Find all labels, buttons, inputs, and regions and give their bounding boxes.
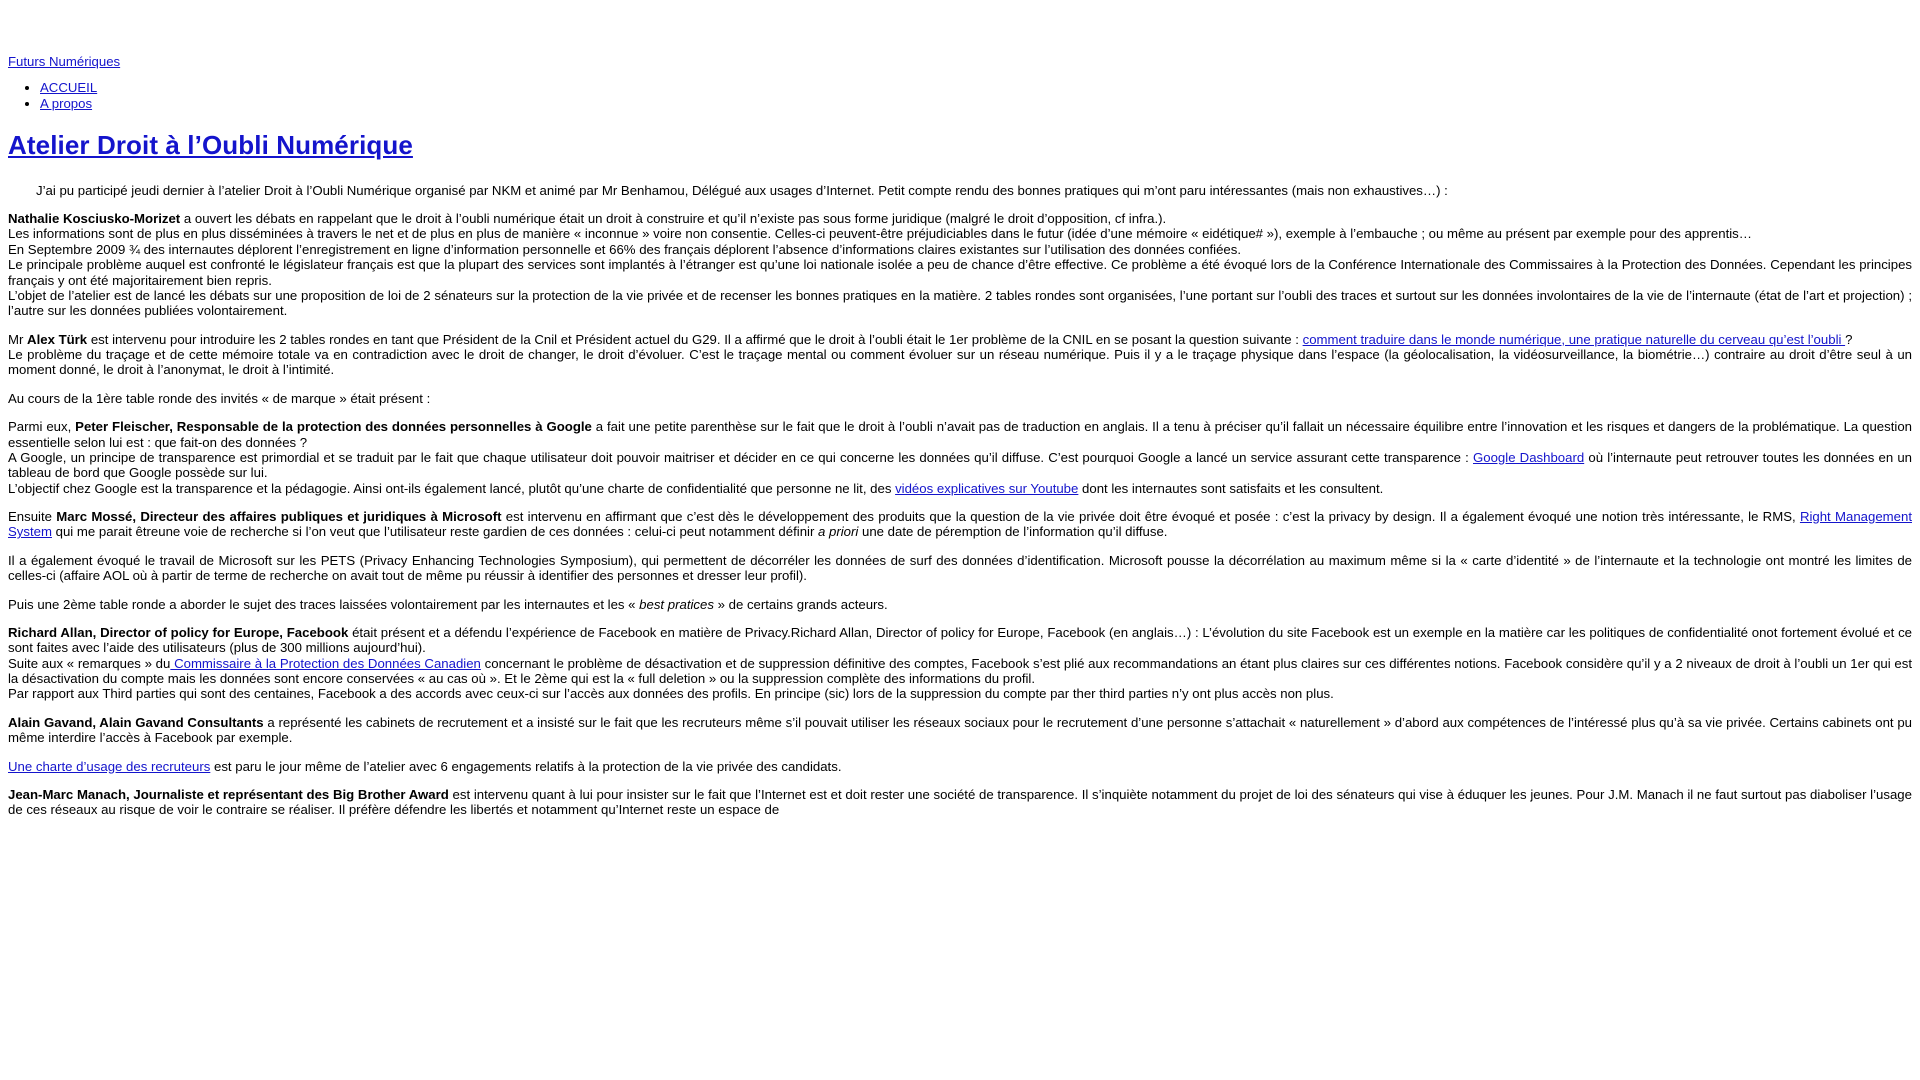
speaker-name-gavand: Alain Gavand, Alain Gavand Consultants [8, 714, 264, 730]
nav-item-a-propos [40, 96, 1912, 112]
table2-text-a: Puis une 2ème table ronde a aborder le sujet des traces laissées volontairement par les internautes et les « [8, 596, 640, 612]
paragraph-nkm-line2: Les informations sont de plus en plus disséminées à travers le net et de plus en plus de manière « inconnue » voire non consentie. Celles-ci peuvent-être préjudiciables dans le futur (idée d’une mémoire « eidétique# »), exemple à l’embauche ; ou même au présent par exemple pour des apprentis… [8, 226, 1752, 242]
fleischer-prefix: Parmi eux, [8, 419, 76, 435]
paragraph-mosse-text3: une date de péremption de l’information qu’il diffuse. [858, 524, 1168, 540]
speaker-name-allan: Richard Allan, Director of policy for Europe, Facebook [8, 624, 349, 640]
speaker-name-mosse: Marc Mossé, Directeur des affaires publiques et juridiques à Microsoft [56, 509, 502, 525]
paragraph-manach-text: est intervenu quant à lui pour insister sur le fait que l’Internet est et doit rester une société de transparence. Il s’inquiète notamment du projet de loi des sénateurs qui vise à éduquer les jeunes. Pour J.M. Manach il ne faut surtout pas diaboliser l’usage de ces réseaux au risque de voir le contraire se réaliser. Il préfère défendre les libertés et notamment qu’Internet reste un espace de [8, 786, 1912, 818]
paragraph-nkm-opening-text: a ouvert les débats en rappelant que le droit à l’oubli numérique était un droit à construire et qu’il n’existe pas sous forme juridique (malgré le droit d’opposition, cf infra.). [180, 211, 1167, 227]
nav-link-a-propos[interactable]: A propos [40, 95, 93, 111]
paragraph-nkm-opening [8, 211, 1912, 226]
paragraph-microsoft-pets: Il a également évoqué le travail de Microsoft sur les PETS (Privacy Enhancing Technologies Symposium), qui permettent de décorréler les données de surf des données d’identification. Microsoft pousse la décorrélation au maximum même si la « carte d’identité » de l’internaute et la technologie ont montré les limites de celles-ci (affaire AOL où à partir de terme de recherche on avait tout de même pu réussir à identifier des personnes et dresser leur profil). [8, 552, 1912, 584]
page-title [8, 131, 1912, 161]
post-title-text[interactable]: Atelier Droit à l’Oubli Numérique [8, 129, 413, 160]
link-commissaire-canadien[interactable]: Commissaire à la Protection des Données Canadien [170, 655, 481, 671]
google-transparence-text-b: où l’internaute peut retrouver toutes les données en un tableau de bord que Google possède sur lui. [8, 449, 1912, 481]
paragraph-gavand-text: a représenté les cabinets de recrutement et a insisté sur le fait que les recruteurs même s’il pouvait utiliser les réseaux sociaux pour le recrutement d’une personne s’attachait « naturellement » d’abord aux compétences de l’intéressé plus qu’à sa vie privée. Certains cabinets ont pu même interdire l’accès à Facebook par exemple. [8, 714, 1912, 746]
main-navigation [8, 80, 1912, 112]
charte-recruteurs-text: est paru le jour même de l’atelier avec 6 engagements relatifs à la protection de la vie privée des candidats. [210, 758, 842, 774]
paragraph-charte-recruteurs [8, 759, 1912, 774]
paragraph-turk-line2: Le problème du traçage et de cette mémoire totale va en contradiction avec le droit de changer, le droit d’évoluer. C’est le traçage mental ou comment évoluer sur un réseau numérique. Puis il y a le traçage physique dans l’espace (la géolocalisation, la vidéosurveillance, la biométrie…) contraire au droit d’être seul à un moment donné, le droit à l’anonymat, le droit à l’intimité. [8, 347, 1912, 378]
paragraph-google-pedagogie [8, 481, 1912, 496]
table2-text-b: » de certains grands acteurs. [713, 596, 888, 612]
nav-item-accueil [40, 80, 1912, 96]
allan-line2-text-b: concernant le problème de désactivation et de suppression définitive des comptes, Facebook s’est plié aux recommandations an étant plus claires sur ces différentes notions. Facebook considère qu’il y a 2 niveaux de droit à l’oubli un 1er qui est la désactivation du compte mais les données sont encore conservées « au cas où ». Et le 2ème qui est la « full deletion » ou la suppression complète des informations du profil. [8, 655, 1912, 687]
paragraph-nkm-line5: L’objet de l’atelier est de lancé les débats sur une proposition de loi de 2 sénateurs sur la protection de la vie privée et de recenser les bonnes pratiques en la matière. 2 tables rondes sont organisées, l’une portant sur l’oubli des traces et surtout sur les données involontaires de la vie de l’internaute (état de l’art et projection) ; l’autre sur les données publiées volontairement. [8, 287, 1912, 319]
paragraph-mosse-opening [8, 509, 1912, 540]
link-google-dashboard[interactable]: Google Dashboard [1473, 449, 1585, 465]
mosse-italic-a-priori: a priori [818, 524, 859, 540]
mosse-prefix: Ensuite [8, 509, 57, 525]
paragraph-turk-text: est intervenu pour introduire les 2 tables rondes en tant que Président de la Cnil et Président actuel du G29. Il a affirmé que le droit à l’oubli était le 1er problème de la CNIL en se posant la question suivante : [87, 331, 1303, 347]
link-videos-youtube[interactable]: vidéos explicatives sur Youtube [895, 480, 1079, 496]
speaker-name-manach: Jean-Marc Manach, Journaliste et représentant des Big Brother Award [8, 786, 449, 802]
paragraph-manach-opening [8, 787, 1912, 818]
turk-prefix: Mr [8, 331, 28, 347]
paragraph-nkm-line3: En Septembre 2009 ¾ des internautes déplorent l’enregistrement en ligne d’information personnelle et 66% des français déplorent l’absence d’informations claires existantes sur l’utilisation des données confiées. [8, 241, 1242, 257]
google-pedagogie-text-b: dont les internautes sont satisfaits et les consultent. [1078, 480, 1384, 496]
link-right-management-system[interactable]: Right Management System [8, 509, 1912, 540]
site-header [8, 0, 1912, 70]
speaker-name-turk: Alex Türk [27, 331, 88, 347]
paragraph-table2-intro [8, 597, 1912, 612]
allan-line2-text-a: Suite aux « remarques » du [8, 655, 171, 671]
paragraph-gavand-opening [8, 715, 1912, 746]
paragraph-mosse-text1: est intervenu en affirmant que c’est dès le développement des produits que la question de la vie privée doit être évoqué et posée : c’est la privacy by design. Il a également évoqué une notion très intéressante, le RMS, [501, 509, 1800, 525]
speaker-name-nkm: Nathalie Kosciusko-Morizet [8, 211, 181, 227]
paragraph-turk-opening [8, 332, 1912, 347]
paragraph-allan-line3: Par rapport aux Third parties qui sont des centaines, Facebook a des accords avec ceux-ci sur l’accès aux données des profils. En principe (sic) lors de la suppression du compte par ther third parties n’y ont plus accès non plus. [8, 686, 1334, 702]
paragraph-table1-intro: Au cours de la 1ère table ronde des invités « de marque » était présent : [8, 390, 431, 406]
paragraph-nkm-line4: Le principale problème auquel est confronté le législateur français est que la plupart des services sont implantés à l’étranger est qu’une loi nationale isolée a peu de chance d’être effective. Ce problème a été évoqué lors de la Conférence Internationale des Commissaires à la Protection des Données. Cependant les principes français y ont été majoritairement bien repris. [8, 257, 1912, 288]
turk-question-mark: ? [1845, 331, 1853, 347]
paragraph-allan-line2 [8, 656, 1912, 687]
paragraph-mosse-text2: qui me parait êtreune voie de recherche si l’on veut que l’utilisateur reste gardien de ces données : celui-ci peut notamment définir [51, 524, 819, 540]
google-transparence-text-a: A Google, un principe de transparence est primordial et se traduit par le fait que chaque utilisateur doit pouvoir maitriser et décider en ce qui concerne les données qu’il diffuse. C’est pourquoi Google a lancé un service assurant cette transparence : [8, 449, 1473, 465]
google-pedagogie-text-a: L’objectif chez Google est la transparence et la pédagogie. Ainsi ont-ils également lancé, plutôt qu’une charte de confidentialité que personne ne lit, des [8, 480, 896, 496]
paragraph-fleischer-text: a fait une petite parenthèse sur le fait que le droit à l’oubli n’avait pas de traduction en anglais. Il a tenu à préciser qu’il fallait un nécessaire équilibre entre l’innovation et les risques et dangers de la problématique. La question essentielle selon lui est : que fait-on des données ? [8, 419, 1912, 450]
link-charte-usage-recruteurs[interactable]: Une charte d’usage des recruteurs [8, 758, 211, 774]
speaker-name-fleischer: Peter Fleischer, Responsable de la protection des données personnelles à Google [75, 419, 592, 435]
paragraph-allan-opening [8, 625, 1912, 656]
paragraph-allan-text: était présent et a défendu l’expérience de Facebook en matière de Privacy.Richard Allan, Director of policy for Europe, Facebook (en anglais…) : L’évolution du site Facebook est un exemple en la matière car les politiques de confidentialité onot fortement évolué et ce sont faites avec l’aide des utilisateurs (plus de 300 millions aujourd’hui). [8, 624, 1912, 656]
table2-italic-best-pratices: best pratices [639, 596, 714, 612]
nav-link-accueil[interactable]: ACCUEIL [40, 79, 98, 95]
link-oubli-cerveau[interactable]: comment traduire dans le monde numérique, une pratique naturelle du cerveau qu’est l’oubli [1302, 331, 1846, 347]
post-intro-paragraph: J’ai pu participé jeudi dernier à l’atelier Droit à l’Oubli Numérique organisé par NKM et animé par Mr Benhamou, Délégué aux usages d’Internet. Petit compte rendu des bonnes pratiques qui m’ont paru intéressantes (mais non exhaustives…) : [36, 182, 1448, 198]
site-title-link[interactable]: Futurs Numériques [8, 54, 121, 69]
paragraph-google-transparence [8, 450, 1912, 481]
paragraph-fleischer-opening [8, 419, 1912, 450]
